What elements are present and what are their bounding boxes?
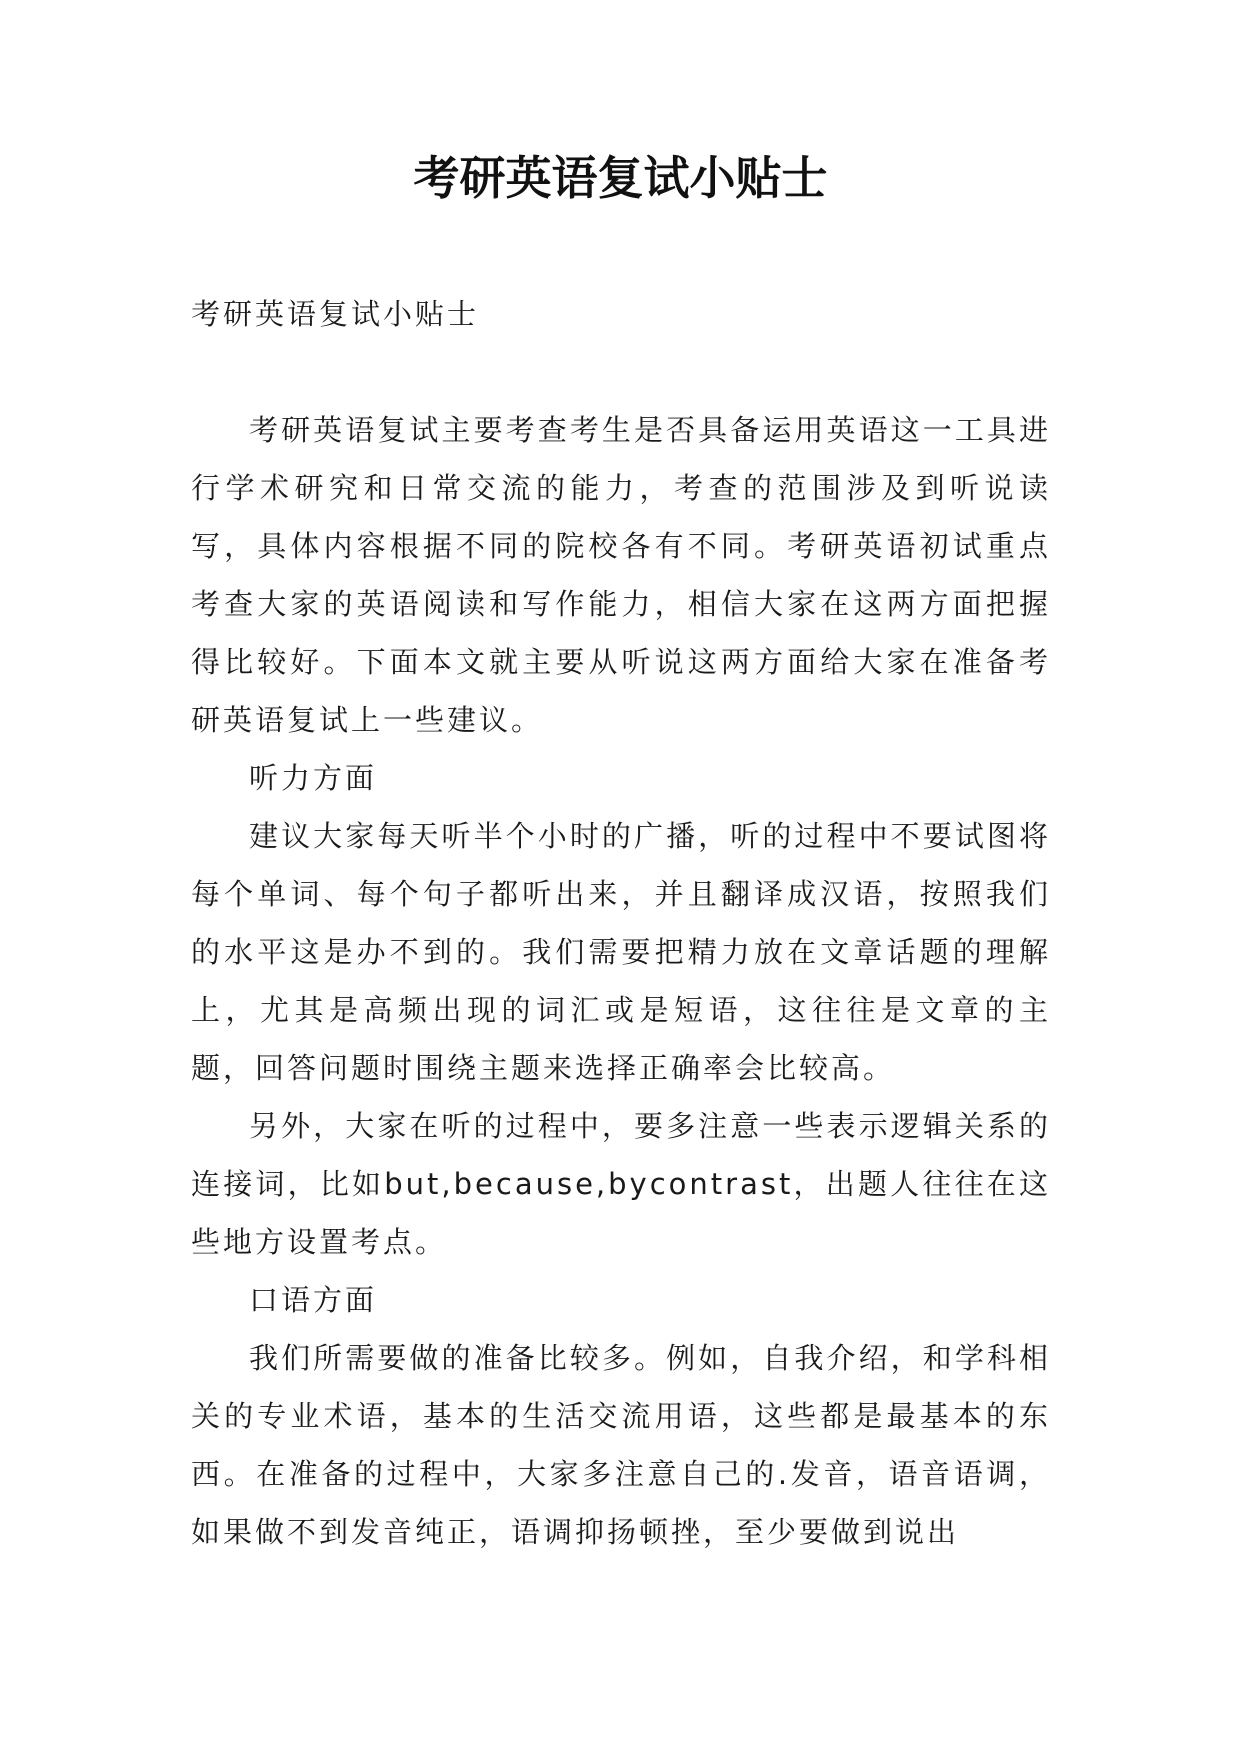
listening-paragraph-2: 另外，大家在听的过程中，要多注意一些表示逻辑关系的连接词，比如but,because,bycontrast，出题人往往在这些地方设置考点。 bbox=[191, 1109, 1051, 1259]
speaking-paragraph-1: 我们所需要做的准备比较多。例如，自我介绍，和学科相关的专业术语，基本的生活交流用语，这些都是最基本的东西。在准备的过程中，大家多注意自己的.发音，语音语调，如果做不到发音纯正，语调抑扬顿挫，至少要做到说出 bbox=[191, 1341, 1051, 1549]
listening-heading: 听力方面 bbox=[249, 761, 378, 795]
document-title: 考研英语复试小贴士 bbox=[413, 151, 828, 205]
listening-paragraph-1: 建议大家每天听半个小时的广播，听的过程中不要试图将每个单词、每个句子都听出来，并且翻译成汉语，按照我们的水平这是办不到的。我们需要把精力放在文章话题的理解上，尤其是高频出现的词汇或是短语，这往往是文章的主题，回答问题时围绕主题来选择正确率会比较高。 bbox=[191, 819, 1051, 1085]
intro-paragraph: 考研英语复试主要考查考生是否具备运用英语这一工具进行学术研究和日常交流的能力，考查的范围涉及到听说读写，具体内容根据不同的院校各有不同。考研英语初试重点考查大家的英语阅读和写作能力，相信大家在这两方面把握得比较好。下面本文就主要从听说这两方面给大家在准备考研英语复试上一些建议。 bbox=[191, 413, 1051, 737]
document-subtitle: 考研英语复试小贴士 bbox=[191, 297, 480, 331]
speaking-heading: 口语方面 bbox=[249, 1283, 378, 1317]
document-body bbox=[191, 285, 1051, 1561]
